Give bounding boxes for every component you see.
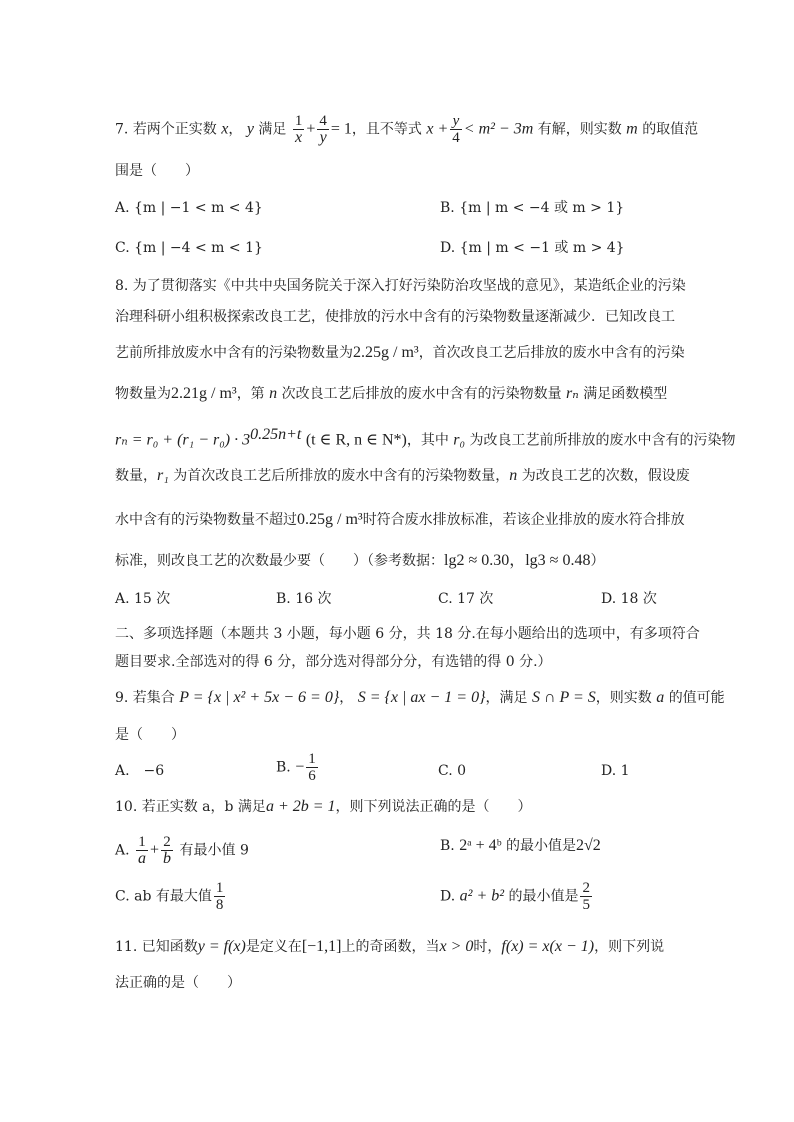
q9-tail2: 的值可能 bbox=[668, 690, 725, 706]
q8-line5-c: 为改良工艺前所排放的废水中含有的污染物 bbox=[469, 432, 736, 449]
q7-lead: 若两个正实数 bbox=[132, 121, 217, 138]
q8-option-a: A. 15 次 bbox=[115, 591, 171, 607]
q9-mid: ，满足 bbox=[485, 690, 528, 706]
q9-var-a: a bbox=[656, 689, 665, 706]
q7-f1-den: x bbox=[295, 129, 303, 146]
q9-option-c: C. 0 bbox=[438, 763, 467, 779]
q8-formula-condition: (t ∈ R, n ∈ N*) bbox=[305, 431, 407, 449]
q8-line6-c: 为改良工艺的次数，假设废 bbox=[521, 468, 690, 484]
q7-ineq-x: x + bbox=[426, 120, 449, 138]
q7-number: 7. bbox=[115, 121, 129, 138]
q10-lead: 10. 若正实数 a，b 满足 bbox=[115, 799, 266, 815]
q7-and-ineq: ，且不等式 bbox=[351, 121, 422, 138]
q9-option-a: A. −6 bbox=[115, 763, 165, 779]
q10-a-plus: + bbox=[150, 841, 160, 859]
q7-f3-den: 4 bbox=[452, 130, 460, 146]
q11-interval: [−1,1] bbox=[301, 938, 342, 955]
q8-line7-b: 时符合废水排放标准，若该企业排放的废水符合排放 bbox=[362, 512, 685, 528]
q8-line6-r1: r₁ bbox=[157, 467, 169, 484]
q10-b-expr: 2ᵃ + 4ᵇ bbox=[459, 837, 502, 854]
q9-line2: 是（ ） bbox=[115, 727, 185, 743]
q9-lead: 9. 若集合 bbox=[115, 690, 175, 706]
q8-line3-val: 2.25g / m³ bbox=[353, 344, 419, 361]
q8-line3-b: ，首次改良工艺后排放的废水中含有的污染 bbox=[418, 345, 685, 361]
q10-c-den: 8 bbox=[215, 897, 224, 913]
q9-option-d: D. 1 bbox=[601, 763, 630, 779]
q11-condition: x > 0 bbox=[439, 938, 474, 955]
q8-line7-a: 水中含有的污染物数量不超过 bbox=[115, 512, 297, 528]
q9-set-p: P = {x | x² + 5x − 6 = 0} bbox=[179, 689, 340, 706]
q8-line4-val: 2.21g / m³ bbox=[171, 385, 237, 402]
q9-sep: ， bbox=[339, 690, 354, 706]
q7-frac-1-over-x bbox=[293, 113, 305, 146]
q9-option-b-sign: − bbox=[295, 758, 305, 776]
q9-option-b-label: B. bbox=[276, 759, 291, 776]
q8-option-b: B. 16 次 bbox=[276, 591, 332, 607]
q10-c-label: C. ab 有最大值 bbox=[115, 888, 212, 905]
q10-d-num: 2 bbox=[582, 880, 590, 896]
q10-option-b bbox=[440, 836, 601, 856]
q10-d-label: D. bbox=[440, 888, 456, 905]
q10-tail: ，则下列说法正确的是（ ） bbox=[335, 799, 532, 815]
q9-condition: S ∩ P = S bbox=[531, 689, 596, 706]
q10-c-num: 1 bbox=[215, 880, 224, 896]
q8-line6-n: n bbox=[509, 467, 518, 484]
q7-f2-den: y bbox=[319, 129, 327, 146]
q8-line4-d: 满足函数模型 bbox=[583, 386, 668, 402]
q8-line6-b: 为首次改良工艺后所排放的废水中含有的污染物数量， bbox=[173, 468, 510, 484]
q8-line6 bbox=[115, 466, 690, 486]
q11-mid2: 上的奇函数，当 bbox=[341, 939, 440, 955]
q9-set-s: S = {x | ax − 1 = 0} bbox=[357, 689, 486, 706]
q10-d-frac bbox=[580, 880, 592, 913]
q8-line4-a: 物数量为 bbox=[115, 386, 171, 402]
q11-function: y = f(x) bbox=[197, 938, 246, 955]
q7-frac-4-over-y bbox=[317, 113, 329, 146]
q10-c-frac bbox=[214, 880, 226, 913]
q7-option-a: A. {m | −1 < m < 4} bbox=[115, 200, 263, 216]
q9-line1 bbox=[115, 688, 725, 708]
q7-option-b: B. {m | m < −4 或 m > 1} bbox=[440, 200, 625, 216]
q11-mid3: 时， bbox=[473, 939, 502, 955]
q8-line1: 8. 为了贯彻落实《中共中央国务院关于深入打好污染防治攻坚战的意见》，某造纸企业的污染 bbox=[115, 278, 686, 294]
q8-line7 bbox=[115, 510, 685, 530]
q10-d-expr: a² + b² bbox=[459, 887, 505, 905]
q7-has-solution: 有解，则实数 bbox=[537, 121, 622, 138]
q8-line7-val: 0.25g / m³ bbox=[297, 511, 363, 528]
q7-sep: ， bbox=[228, 121, 243, 138]
q9-option-b-fraction bbox=[306, 751, 318, 784]
q10-a-label: A. bbox=[115, 842, 130, 859]
q8-option-d: D. 18 次 bbox=[601, 591, 657, 607]
q7-f3-num: y bbox=[450, 113, 462, 130]
q7-var-x: x bbox=[221, 120, 229, 138]
q8-line8-b: ） bbox=[590, 553, 605, 569]
q8-option-c: C. 17 次 bbox=[438, 591, 494, 607]
q8-line4 bbox=[115, 384, 667, 404]
q8-line4-n: n bbox=[269, 385, 278, 402]
q8-line6-a: 数量， bbox=[115, 468, 157, 484]
q10-b-label: B. bbox=[440, 838, 455, 854]
q8-reference-data: lg2 ≈ 0.30，lg3 ≈ 0.48 bbox=[444, 552, 591, 569]
q10-line1 bbox=[115, 797, 532, 817]
q10-a-frac2 bbox=[161, 834, 173, 867]
q7-frac-y-over-4 bbox=[450, 113, 462, 146]
q10-a-f2-num: 2 bbox=[161, 834, 173, 851]
q8-line5-r0: r₀ bbox=[453, 431, 466, 449]
q8-line5-b: ，其中 bbox=[406, 432, 449, 449]
q9-b-num: 1 bbox=[308, 751, 316, 767]
q9-b-den: 6 bbox=[308, 768, 316, 784]
q7-plus: + bbox=[306, 120, 316, 138]
q8-line8 bbox=[115, 551, 604, 571]
q7-ineq-rhs: < m² − 3m bbox=[463, 120, 534, 138]
q7-f1-num: 1 bbox=[294, 113, 303, 129]
q8-line5 bbox=[115, 425, 736, 451]
q10-condition: a + 2b = 1 bbox=[265, 798, 336, 815]
q10-a-f2-den: b bbox=[163, 850, 172, 867]
q7-option-c: C. {m | −4 < m < 1} bbox=[115, 240, 263, 256]
q8-line3-a: 艺前所排放废水中含有的污染物数量为 bbox=[115, 345, 353, 361]
q10-b-value: 2√2 bbox=[576, 837, 601, 854]
q8-line4-b: ，第 bbox=[236, 386, 265, 402]
q7-var-m: m bbox=[626, 120, 638, 138]
q8-line2: 治理科研小组积极探索改良工艺，使排放的污水中含有的污染物数量逐渐减少．已知改良工 bbox=[115, 309, 675, 325]
section2-heading-line1: 二、多项选择题（本题共 3 小题，每小题 6 分，共 18 分.在每小题给出的选项中，有多项符合 bbox=[115, 626, 700, 642]
q11-expression: f(x) = x(x − 1) bbox=[501, 938, 595, 955]
q7-eq1: = 1 bbox=[330, 120, 352, 138]
q11-tail: ，则下列说 bbox=[594, 939, 665, 955]
q10-b-text: 的最小值是 bbox=[506, 838, 577, 854]
q10-d-den: 5 bbox=[582, 897, 590, 913]
q10-a-f1-num: 1 bbox=[136, 834, 148, 851]
q7-line1 bbox=[115, 113, 698, 146]
q11-line2: 法正确的是（ ） bbox=[115, 975, 241, 991]
q10-option-c bbox=[115, 880, 227, 913]
q8-line4-rn: rₙ bbox=[566, 385, 579, 402]
q8-formula: rₙ = r₀ + (r₁ − r₀) · 3 bbox=[115, 431, 251, 449]
q7-option-d: D. {m | m < −1 或 m > 4} bbox=[440, 240, 625, 256]
q10-a-text: 有最小值 9 bbox=[179, 842, 249, 859]
q10-option-a bbox=[115, 834, 249, 867]
q10-option-d bbox=[440, 880, 594, 913]
q8-line8-a: 标准，则改良工艺的次数最少要（ ）（参考数据： bbox=[115, 553, 444, 569]
q7-satisfy: 满足 bbox=[258, 121, 287, 138]
q7-var-y: y bbox=[246, 120, 254, 138]
q10-d-text: 的最小值是 bbox=[508, 888, 579, 905]
q7-range-tail: 的取值范 bbox=[642, 121, 699, 138]
q11-line1 bbox=[115, 937, 664, 957]
q10-a-frac1 bbox=[136, 834, 148, 867]
q10-a-f1-den: a bbox=[138, 850, 147, 867]
q8-formula-exponent: 0.25n+t bbox=[250, 426, 302, 443]
q8-line3 bbox=[115, 343, 685, 363]
section2-heading-line2: 题目要求.全部选对的得 6 分，部分选对得部分分，有选错的得 0 分.） bbox=[115, 654, 552, 670]
q9-option-b bbox=[276, 751, 320, 784]
q11-lead: 11. 已知函数 bbox=[115, 939, 198, 955]
q7-f2-num: 4 bbox=[319, 113, 327, 129]
q11-mid: 是定义在 bbox=[245, 939, 302, 955]
q9-tail: ，则实数 bbox=[595, 690, 652, 706]
q8-line4-c: 次改良工艺后排放的废水中含有的污染物数量 bbox=[281, 386, 562, 402]
q7-line2: 围是（ ） bbox=[115, 163, 199, 179]
